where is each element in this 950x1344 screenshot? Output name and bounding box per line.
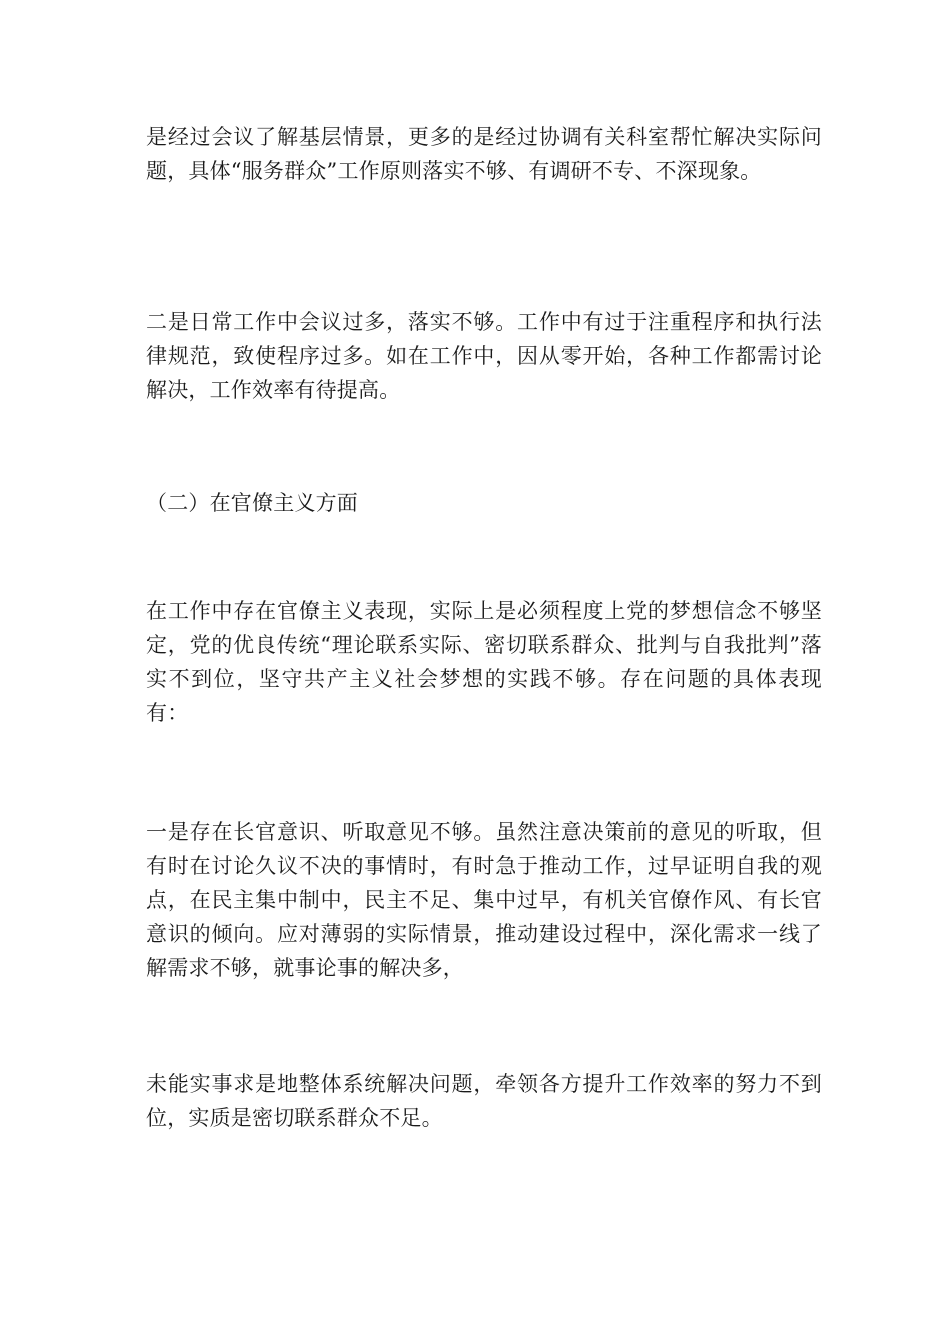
paragraph-service-masses: 是经过会议了解基层情景，更多的是经过协调有关科室帮忙解决实际问题，具体“服务群众”工作原则落实不够、有调研不专、不深现象。 [146, 125, 822, 183]
section-heading-bureaucratism: （二）在官僚主义方面 [146, 491, 358, 515]
paragraph-official-mindset: 一是存在长官意识、听取意见不够。虽然注意决策前的意见的听取，但有时在讨论久议不决的事情时，有时急于推动工作，过早证明自我的观点，在民主集中制中，民主不足、集中过早，有机关官僚作风、有长官意识的倾向。应对薄弱的实际情景，推动建设过程中，深化需求一线了解需求不够，就事论事的解决多， [146, 820, 822, 980]
paragraph-too-many-meetings: 二是日常工作中会议过多，落实不够。工作中有过于注重程序和执行法律规范，致使程序过多。如在工作中，因从零开始，各种工作都需讨论解决，工作效率有待提高。 [146, 310, 822, 402]
paragraph-systematic-solutions: 未能实事求是地整体系统解决问题，牵领各方提升工作效率的努力不到位，实质是密切联系群众不足。 [146, 1072, 822, 1130]
paragraph-bureaucratism-overview: 在工作中存在官僚主义表现，实际上是必须程度上党的梦想信念不够坚定，党的优良传统“理论联系实际、密切联系群众、批判与自我批判”落实不到位，坚守共产主义社会梦想的实践不够。存在问题的具体表现有： [146, 599, 822, 725]
